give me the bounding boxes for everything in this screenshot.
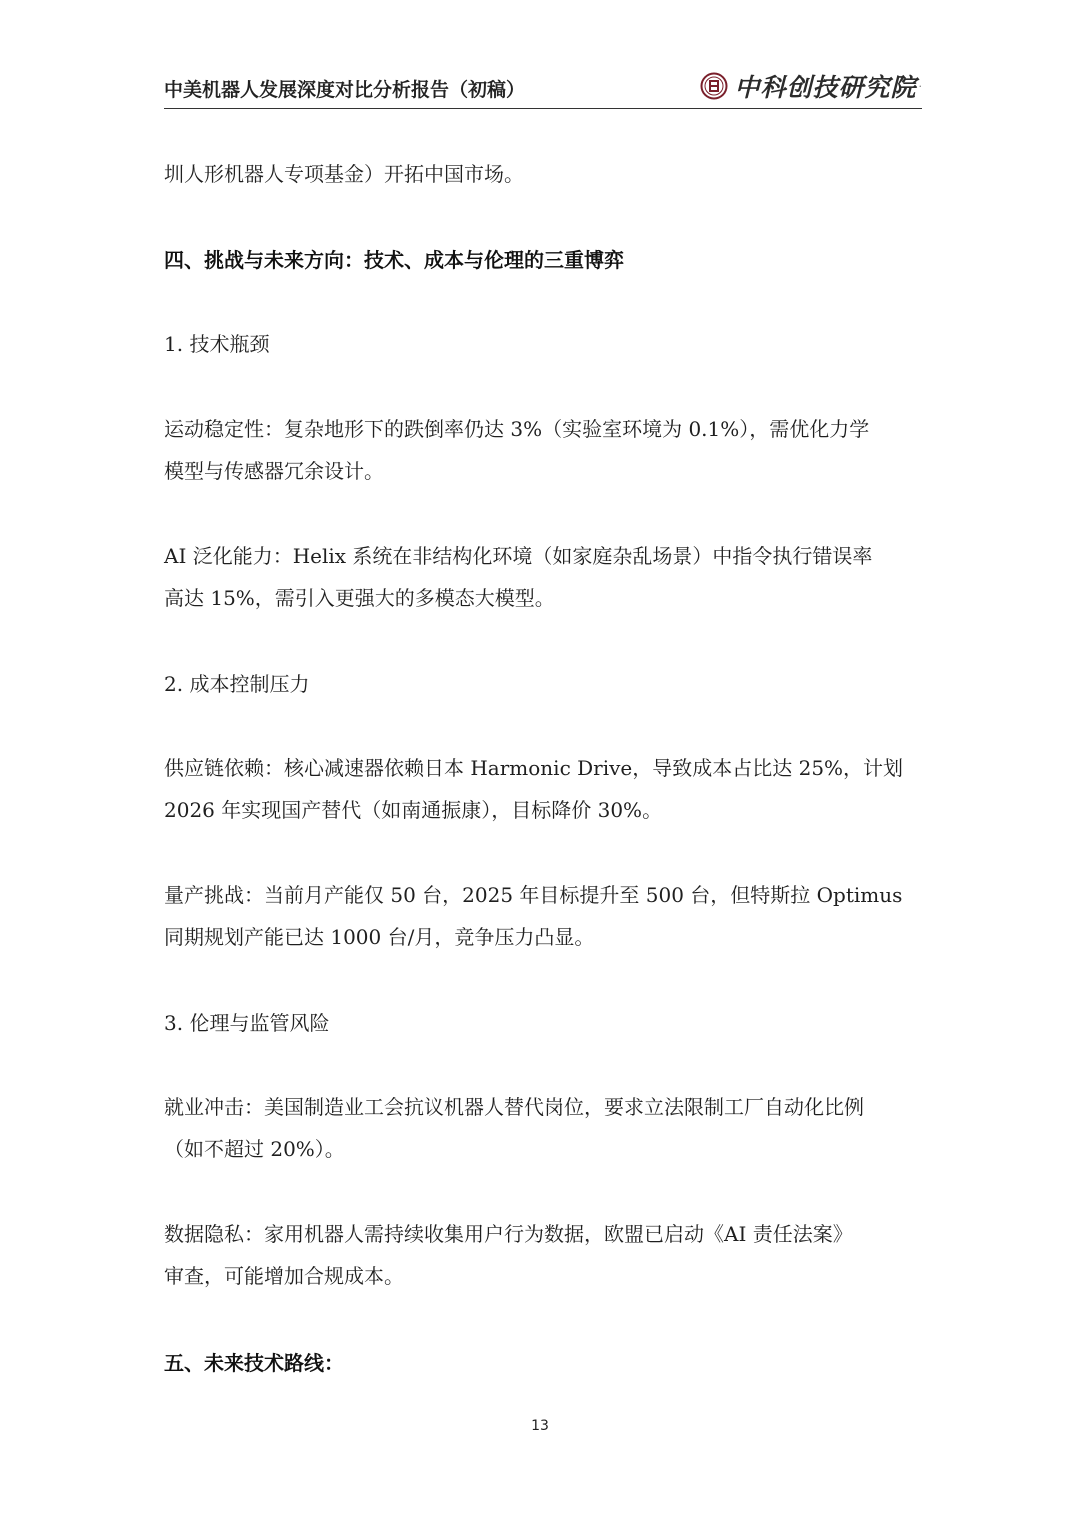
paragraph-line: 审查，可能增加合规成本。 — [164, 1264, 404, 1288]
paragraph-line: （如不超过 20%）。 — [164, 1137, 345, 1161]
paragraph-line: 2026 年实现国产替代（如南通振康），目标降价 30%。 — [164, 798, 663, 822]
section-heading-4: 四、挑战与未来方向：技术、成本与伦理的三重博弈 — [164, 248, 624, 272]
subheading-cost-pressure: 2. 成本控制压力 — [164, 672, 310, 696]
paragraph-line: 运动稳定性：复杂地形下的跌倒率仍达 3%（实验室环境为 0.1%），需优化力学 — [164, 417, 870, 441]
section-heading-5: 五、未来技术路线： — [164, 1351, 344, 1375]
logo-tail: · — [918, 79, 922, 93]
paragraph-line: 供应链依赖：核心减速器依赖日本 Harmonic Drive，导致成本占比达 25%，计划 — [164, 756, 904, 780]
paragraph-line: 高达 15%，需引入更强大的多模态大模型。 — [164, 586, 555, 610]
paragraph-line: 就业冲击：美国制造业工会抗议机器人替代岗位，要求立法限制工厂自动化比例 — [164, 1095, 864, 1119]
continuation-text: 圳人形机器人专项基金）开拓中国市场。 — [164, 162, 524, 186]
header-title: 中美机器人发展深度对比分析报告（初稿） — [164, 79, 526, 101]
paragraph-line: 量产挑战：当前月产能仅 50 台，2025 年目标提升至 500 台，但特斯拉 Optimus — [164, 883, 903, 907]
logo-text: 中科创技研究院 — [734, 73, 917, 102]
page-number: 13 — [531, 1418, 549, 1434]
paragraph-line: 模型与传感器冗余设计。 — [164, 459, 384, 483]
page-header — [164, 66, 922, 109]
paragraph-line: AI 泛化能力：Helix 系统在非结构化环境（如家庭杂乱场景）中指令执行错误率 — [164, 544, 873, 568]
emblem-icon — [700, 72, 728, 100]
subheading-tech-bottleneck: 1. 技术瓶颈 — [164, 332, 270, 356]
paragraph-line: 数据隐私：家用机器人需持续收集用户行为数据，欧盟已启动《AI 责任法案》 — [164, 1222, 853, 1246]
subheading-ethics-risk: 3. 伦理与监管风险 — [164, 1011, 330, 1035]
institute-logo — [700, 68, 922, 104]
paragraph-line: 同期规划产能已达 1000 台/月，竞争压力凸显。 — [164, 925, 595, 949]
